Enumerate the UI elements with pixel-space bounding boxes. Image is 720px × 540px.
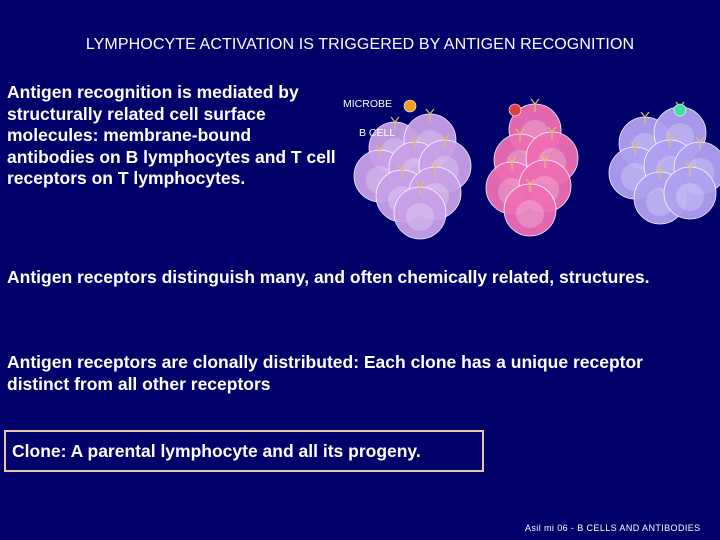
clonal-distribution-text: Antigen receptors are clonally distributed: Each clone has a unique receptor distinct from all other receptors bbox=[7, 352, 643, 394]
b-cell-label: B CELL bbox=[359, 127, 396, 139]
clone-definition-box bbox=[4, 430, 484, 472]
b-cell-nucleus bbox=[516, 200, 544, 228]
microbe-icon bbox=[509, 104, 521, 116]
intro-text: Antigen recognition is mediated by structurally related cell surface molecules: membrane-bound antibodies on B lymphocytes and T cell receptors on T lymphocytes. bbox=[7, 82, 336, 188]
receptor-distinction-text: Antigen receptors distinguish many, and often chemically related, structures. bbox=[7, 267, 650, 287]
clone-definition-text: Clone: A parental lymphocyte and all its progeny. bbox=[12, 441, 421, 461]
b-cell-nucleus bbox=[676, 183, 704, 211]
microbe-icon bbox=[674, 104, 686, 116]
slide-footer: Asil mi 06 - B CELLS AND ANTIBODIES bbox=[525, 523, 701, 533]
clonal-selection-figure bbox=[340, 88, 720, 248]
b-cell-nucleus bbox=[406, 203, 434, 231]
slide-title: LYMPHOCYTE ACTIVATION IS TRIGGERED BY ANTIGEN RECOGNITION bbox=[85, 36, 635, 53]
microbe-label: MICROBE bbox=[343, 98, 393, 110]
microbe-icon bbox=[404, 100, 416, 112]
b-cell-clones-diagram bbox=[340, 88, 720, 248]
